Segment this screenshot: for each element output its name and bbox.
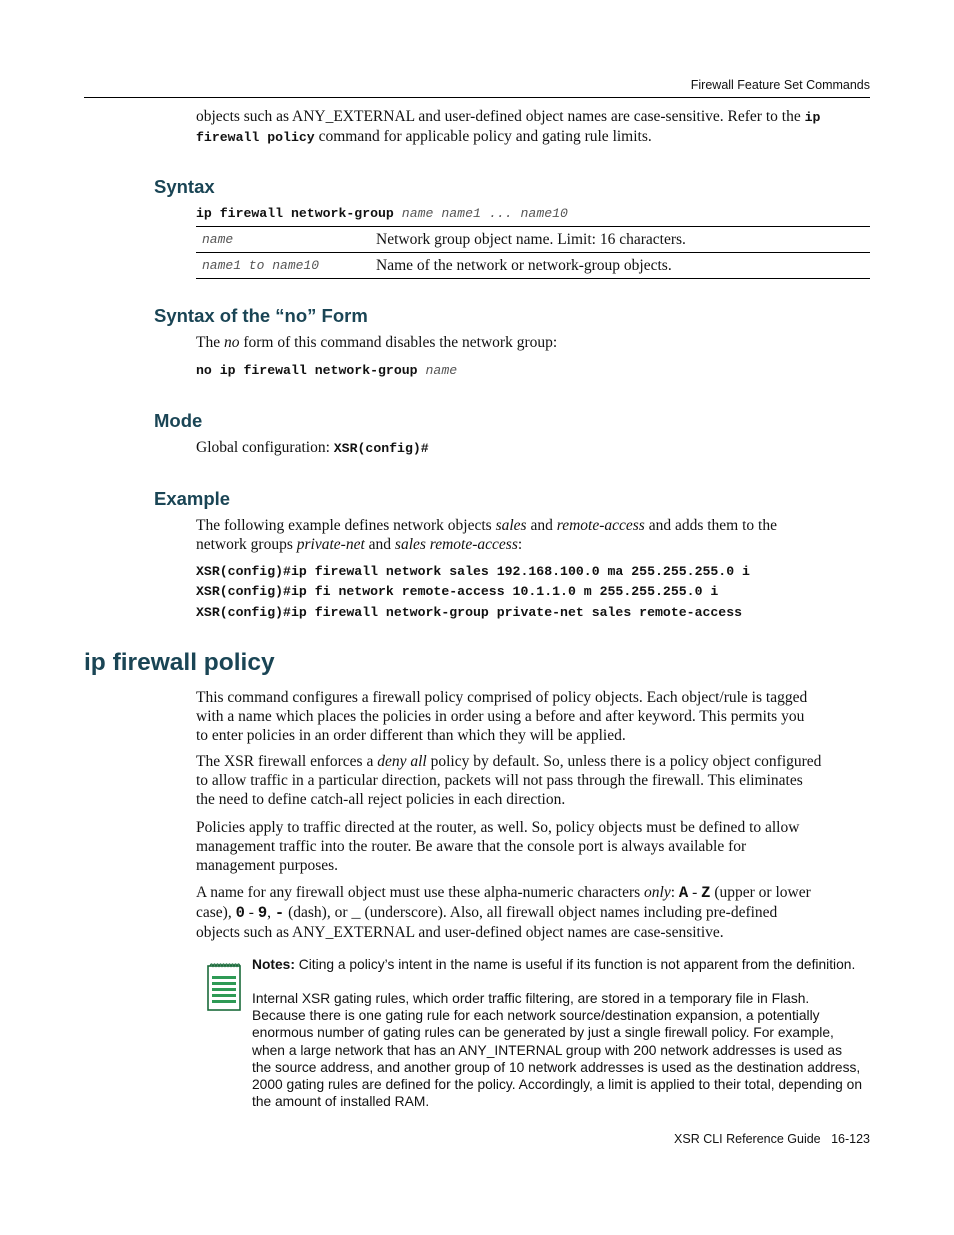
example-heading: Example — [154, 488, 231, 509]
syntax-parameter-table — [196, 226, 870, 279]
table-row — [196, 227, 870, 253]
syntax-heading: Syntax — [154, 176, 215, 197]
param-name: name — [196, 227, 370, 253]
policy-paragraph-4: A name for any firewall object must use these alpha-numeric characters only: A - Z (upper or lower case), 0 - 9, - (dash), or _ (underscore). Also, all firewall object names including pre-defined objects such as ANY_EXTERNAL and user-defined object names are case-sensitive. — [196, 884, 811, 941]
section-title: ip firewall policy — [84, 649, 275, 676]
example-paragraph: The following example defines network objects sales and remote-access and adds them to the network groups private-net and sales remote-access: — [196, 517, 777, 553]
intro-paragraph: objects such as ANY_EXTERNAL and user-defined object names are case-sensitive. Refer to the ip firewall policy command for applicable policy and gating rule limits. — [196, 108, 821, 145]
note-first-line: Notes: Citing a policy’s intent in the name is useful if its function is not apparent from the definition. — [252, 957, 856, 972]
policy-paragraph-1: This command configures a firewall policy comprised of policy objects. Each object/rule is tagged with a name which places the policies in order using a before and after keyword. This permits you to enter policies in an order different than which they will be applied. — [196, 689, 808, 744]
example-code-line: XSR(config)#ip fi network remote-access 10.1.1.0 m 255.255.255.0 i — [196, 584, 719, 599]
param-description: Network group object name. Limit: 16 characters. — [370, 227, 870, 253]
table-row — [196, 253, 870, 279]
note-paragraph: Internal XSR gating rules, which order traffic filtering, are stored in a temporary file in Flash. Because there is one gating rule for each network source/destination expansion, a potentially enormous number of gating rules can be generated by just a single firewall policy. For example, when a large network that has an ANY_INTERNAL group with 200 network addresses is used as the source address, and another group of 10 network addresses is used as the destination address, 2000 gating rules are defined for the policy. Accordingly, a limit is applied to their total, depending on the amount of installed RAM. — [252, 991, 862, 1110]
param-name: name1 to name10 — [196, 253, 370, 279]
no-form-command: no ip firewall network-group name — [196, 363, 458, 378]
notepad-icon — [206, 962, 242, 1012]
header-rule — [84, 97, 870, 98]
policy-paragraph-2: The XSR firewall enforces a deny all policy by default. So, unless there is a policy object configured to allow traffic in a particular direction, packets will not pass through the firewall. This eliminates the need to define catch-all reject policies in each direction. — [196, 753, 822, 808]
mode-heading: Mode — [154, 410, 203, 431]
mode-paragraph: Global configuration: XSR(config)# — [196, 439, 429, 456]
running-header: Firewall Feature Set Commands — [690, 78, 870, 92]
syntax-command: ip firewall network-group name name1 ... name10 — [196, 206, 568, 221]
no-form-paragraph: The no form of this command disables the network group: — [196, 334, 558, 351]
example-code-line: XSR(config)#ip firewall network sales 192.168.100.0 ma 255.255.255.0 i — [196, 564, 750, 579]
page-footer: XSR CLI Reference Guide 16-123 — [674, 1132, 870, 1146]
param-description: Name of the network or network-group objects. — [370, 253, 870, 279]
no-form-heading: Syntax of the “no” Form — [154, 305, 368, 326]
policy-paragraph-3: Policies apply to traffic directed at the router, as well. So, policy objects must be defined to allow management traffic into the router. Be aware that the console port is always available for management purposes. — [196, 819, 800, 874]
example-code-line: XSR(config)#ip firewall network-group private-net sales remote-access — [196, 605, 743, 620]
